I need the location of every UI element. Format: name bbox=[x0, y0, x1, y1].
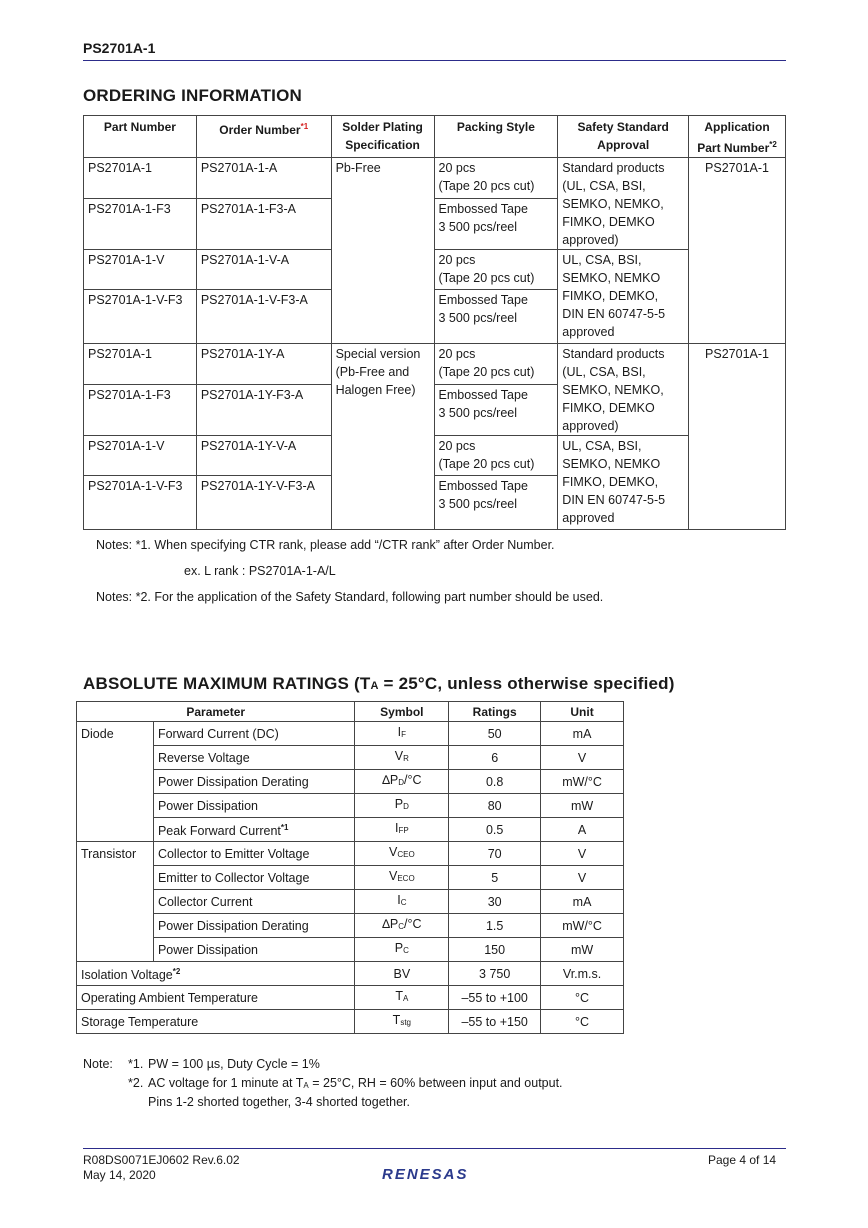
header-divider bbox=[83, 60, 786, 61]
ratings-note-1-mark: *1. bbox=[128, 1057, 144, 1071]
table-row bbox=[77, 818, 624, 842]
cell-value: –55 to +100 bbox=[449, 986, 541, 1010]
cell-order: PS2701A-1-V-F3-A bbox=[196, 290, 331, 344]
ratings-note-label: Note: bbox=[83, 1057, 113, 1071]
group-diode: Diode bbox=[77, 722, 154, 842]
cell-param: Power Dissipation Derating bbox=[153, 914, 354, 938]
cell-part: PS2701A-1-V bbox=[84, 436, 197, 476]
cell-value: 150 bbox=[449, 938, 541, 962]
cell-value: 6 bbox=[449, 746, 541, 770]
footer-page-number: Page 4 of 14 bbox=[708, 1153, 777, 1167]
cell-unit: mA bbox=[541, 890, 624, 914]
ratings-section-title: ABSOLUTE MAXIMUM RATINGS (TA = 25°C, unless otherwise specified) bbox=[83, 674, 675, 693]
cell-value: 70 bbox=[449, 842, 541, 866]
table-row bbox=[77, 722, 624, 746]
table-row bbox=[77, 962, 624, 986]
cell-symbol: VR bbox=[355, 746, 449, 770]
cell-unit: °C bbox=[541, 1010, 624, 1034]
cell-unit: V bbox=[541, 746, 624, 770]
footer-date: May 14, 2020 bbox=[83, 1168, 156, 1182]
cell-unit: mW bbox=[541, 938, 624, 962]
cell-param: Power Dissipation Derating bbox=[153, 770, 354, 794]
ratings-note-2-mark: *2. bbox=[128, 1076, 144, 1090]
cell-symbol: TA bbox=[355, 986, 449, 1010]
cell-part: PS2701A-1-F3 bbox=[84, 384, 197, 435]
cell-packing: 20 pcs (Tape 20 pcs cut) bbox=[434, 158, 558, 199]
cell-packing: 20 pcs (Tape 20 pcs cut) bbox=[434, 436, 558, 476]
cell-part: PS2701A-1-F3 bbox=[84, 198, 197, 249]
cell-value: 0.5 bbox=[449, 818, 541, 842]
col-parameter: Parameter bbox=[77, 702, 355, 722]
ratings-note-2-line2: Pins 1-2 shorted together, 3-4 shorted together. bbox=[148, 1095, 410, 1109]
cell-packing: Embossed Tape 3 500 pcs/reel bbox=[434, 198, 558, 249]
cell-symbol: PC bbox=[355, 938, 449, 962]
cell-part: PS2701A-1-V-F3 bbox=[84, 290, 197, 344]
cell-param: Collector Current bbox=[153, 890, 354, 914]
cell-value: 80 bbox=[449, 794, 541, 818]
cell-order: PS2701A-1-F3-A bbox=[196, 198, 331, 249]
table-row bbox=[77, 938, 624, 962]
cell-param: Peak Forward Current$^{*1}$ bbox=[153, 818, 354, 842]
cell-value: 50 bbox=[449, 722, 541, 746]
cell-param: Isolation Voltage$^{*2}$ bbox=[77, 962, 355, 986]
cell-symbol: IFP bbox=[355, 818, 449, 842]
table-row bbox=[77, 1010, 624, 1034]
cell-param: Forward Current (DC) bbox=[153, 722, 354, 746]
cell-symbol: VECO bbox=[355, 866, 449, 890]
cell-solder: Special version (Pb-Free and Halogen Free) bbox=[331, 344, 434, 530]
cell-safety: Standard products (UL, CSA, BSI, SEMKO, NEMKO, FIMKO, DEMKO approved) bbox=[558, 344, 689, 436]
col-symbol: Symbol bbox=[355, 702, 449, 722]
cell-order: PS2701A-1Y-F3-A bbox=[196, 384, 331, 435]
group-transistor: Transistor bbox=[77, 842, 154, 962]
cell-order: PS2701A-1Y-A bbox=[196, 344, 331, 385]
cell-value: 0.8 bbox=[449, 770, 541, 794]
cell-symbol: ∆PC/°C bbox=[355, 914, 449, 938]
cell-symbol: BV bbox=[355, 962, 449, 986]
col-application-part: Application Part Number$^{*2}$ bbox=[689, 116, 786, 158]
cell-application: PS2701A-1 bbox=[689, 158, 786, 344]
cell-part: PS2701A-1-V-F3 bbox=[84, 476, 197, 530]
cell-order: PS2701A-1Y-V-F3-A bbox=[196, 476, 331, 530]
cell-safety: Standard products (UL, CSA, BSI, SEMKO, NEMKO, FIMKO, DEMKO approved) bbox=[558, 158, 689, 250]
cell-part: PS2701A-1 bbox=[84, 344, 197, 385]
cell-unit: mW bbox=[541, 794, 624, 818]
cell-packing: 20 pcs (Tape 20 pcs cut) bbox=[434, 250, 558, 290]
ratings-note-1: PW = 100 µs, Duty Cycle = 1% bbox=[148, 1057, 320, 1071]
col-packing-style: Packing Style bbox=[434, 116, 558, 158]
cell-param: Power Dissipation bbox=[153, 938, 354, 962]
cell-application: PS2701A-1 bbox=[689, 344, 786, 530]
cell-part: PS2701A-1-V bbox=[84, 250, 197, 290]
cell-value: 1.5 bbox=[449, 914, 541, 938]
cell-param: Power Dissipation bbox=[153, 794, 354, 818]
cell-packing: Embossed Tape 3 500 pcs/reel bbox=[434, 384, 558, 435]
cell-param: Storage Temperature bbox=[77, 1010, 355, 1034]
cell-safety: UL, CSA, BSI, SEMKO, NEMKO FIMKO, DEMKO, DIN EN 60747-5-5 approved bbox=[558, 250, 689, 344]
cell-unit: V bbox=[541, 842, 624, 866]
cell-solder: Pb-Free bbox=[331, 158, 434, 344]
col-solder-plating: Solder Plating Specification bbox=[331, 116, 434, 158]
cell-safety: UL, CSA, BSI, SEMKO, NEMKO FIMKO, DEMKO, DIN EN 60747-5-5 approved bbox=[558, 436, 689, 530]
cell-unit: mW/°C bbox=[541, 914, 624, 938]
cell-unit: mW/°C bbox=[541, 770, 624, 794]
cell-param: Emitter to Collector Voltage bbox=[153, 866, 354, 890]
cell-unit: °C bbox=[541, 986, 624, 1010]
cell-unit: V bbox=[541, 866, 624, 890]
cell-unit: A bbox=[541, 818, 624, 842]
ordering-note-1-example: ex. L rank : PS2701A-1-A/L bbox=[184, 564, 336, 578]
ordering-table bbox=[83, 115, 786, 530]
table-row bbox=[84, 158, 786, 199]
table-row bbox=[84, 436, 786, 476]
table-row bbox=[84, 250, 786, 290]
table-row bbox=[84, 344, 786, 385]
table-row bbox=[77, 914, 624, 938]
cell-symbol: PD bbox=[355, 794, 449, 818]
table-row bbox=[77, 770, 624, 794]
ordering-note-1: Notes: *1. When specifying CTR rank, please add “/CTR rank” after Order Number. bbox=[96, 538, 555, 552]
footer-doc-number: R08DS0071EJ0602 Rev.6.02 bbox=[83, 1153, 240, 1167]
page-header-title: PS2701A-1 bbox=[83, 40, 156, 56]
ordering-section-title: ORDERING INFORMATION bbox=[83, 86, 303, 105]
ratings-table bbox=[76, 701, 624, 1034]
table-row bbox=[77, 890, 624, 914]
table-row bbox=[77, 794, 624, 818]
ratings-header-row bbox=[77, 702, 624, 722]
cell-order: PS2701A-1Y-V-A bbox=[196, 436, 331, 476]
table-row bbox=[77, 986, 624, 1010]
cell-part: PS2701A-1 bbox=[84, 158, 197, 199]
cell-unit: Vr.m.s. bbox=[541, 962, 624, 986]
cell-param: Collector to Emitter Voltage bbox=[153, 842, 354, 866]
col-ratings: Ratings bbox=[449, 702, 541, 722]
cell-packing: Embossed Tape 3 500 pcs/reel bbox=[434, 290, 558, 344]
col-part-number: Part Number bbox=[84, 116, 197, 158]
cell-unit: mA bbox=[541, 722, 624, 746]
cell-param: Reverse Voltage bbox=[153, 746, 354, 770]
cell-symbol: IF bbox=[355, 722, 449, 746]
cell-value: –55 to +150 bbox=[449, 1010, 541, 1034]
cell-value: 30 bbox=[449, 890, 541, 914]
cell-value: 5 bbox=[449, 866, 541, 890]
ordering-header-row bbox=[84, 116, 786, 158]
cell-symbol: ∆PD/°C bbox=[355, 770, 449, 794]
cell-order: PS2701A-1-A bbox=[196, 158, 331, 199]
col-order-number: Order Number$^{*1}$ bbox=[196, 116, 331, 158]
ordering-note-2: Notes: *2. For the application of the Safety Standard, following part number should be used. bbox=[96, 590, 604, 604]
cell-order: PS2701A-1-V-A bbox=[196, 250, 331, 290]
cell-value: 3 750 bbox=[449, 962, 541, 986]
col-unit: Unit bbox=[541, 702, 624, 722]
cell-symbol: Tstg bbox=[355, 1010, 449, 1034]
cell-packing: 20 pcs (Tape 20 pcs cut) bbox=[434, 344, 558, 385]
col-safety-standard: Safety Standard Approval bbox=[558, 116, 689, 158]
table-row bbox=[77, 746, 624, 770]
table-row bbox=[77, 842, 624, 866]
cell-symbol: IC bbox=[355, 890, 449, 914]
cell-packing: Embossed Tape 3 500 pcs/reel bbox=[434, 476, 558, 530]
footer-divider bbox=[83, 1148, 786, 1149]
cell-param: Operating Ambient Temperature bbox=[77, 986, 355, 1010]
renesas-logo: RENESAS bbox=[382, 1166, 469, 1183]
cell-symbol: VCEO bbox=[355, 842, 449, 866]
ratings-note-2: AC voltage for 1 minute at TA = 25°C, RH = 60% between input and output. bbox=[148, 1076, 563, 1090]
table-row bbox=[77, 866, 624, 890]
